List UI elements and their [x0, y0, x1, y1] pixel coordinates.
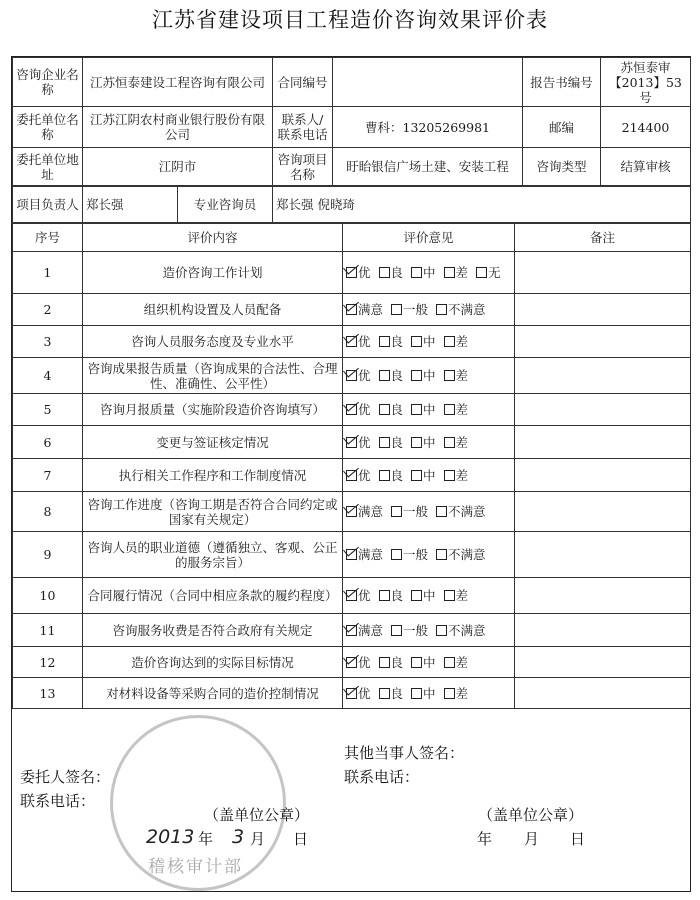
row-content: 执行相关工作程序和工作制度情况 — [83, 459, 343, 492]
client-addr-value: 江阴市 — [83, 148, 273, 186]
checked-checkbox[interactable] — [346, 437, 357, 448]
option-label: 一般 — [403, 504, 429, 519]
checkbox[interactable] — [379, 404, 390, 415]
option-label: 中 — [423, 402, 436, 417]
option-label: 无 — [488, 265, 501, 280]
option-3[interactable] — [444, 655, 469, 670]
month-char-left: 月 — [250, 830, 266, 848]
option-0[interactable] — [346, 655, 371, 670]
option-0[interactable] — [346, 547, 383, 562]
option-1[interactable] — [379, 655, 404, 670]
handwritten-month: 3 — [232, 826, 245, 848]
option-label: 差 — [455, 654, 469, 670]
checkbox[interactable] — [379, 370, 390, 381]
row-opinion — [343, 532, 515, 578]
row-opinion — [343, 647, 515, 678]
option-2[interactable] — [436, 623, 486, 638]
option-label: 满意 — [358, 622, 384, 638]
checkbox[interactable] — [411, 590, 422, 601]
leader-value: 郑长强 — [83, 187, 178, 223]
row-number: 3 — [13, 326, 83, 358]
row-remark — [515, 426, 691, 459]
checkbox[interactable] — [379, 688, 390, 699]
evaluation-row — [13, 252, 691, 294]
checkbox[interactable] — [436, 625, 447, 636]
option-3[interactable] — [444, 686, 469, 701]
checkbox[interactable] — [444, 437, 455, 448]
checkbox[interactable] — [444, 267, 455, 278]
checked-checkbox[interactable] — [346, 470, 357, 481]
row-remark — [515, 647, 691, 678]
option-label: 差 — [455, 265, 469, 280]
contract-no-label: 合同编号 — [273, 58, 333, 107]
row-remark — [515, 459, 691, 492]
option-label: 优 — [358, 334, 371, 349]
evaluation-row — [13, 294, 691, 326]
checkbox[interactable] — [436, 304, 447, 315]
option-3[interactable] — [444, 435, 469, 450]
handwritten-year: 2013 — [146, 826, 195, 848]
checked-checkbox[interactable] — [346, 404, 357, 415]
project-label: 咨询项目名称 — [273, 148, 333, 186]
checkbox[interactable] — [379, 437, 390, 448]
option-1[interactable] — [379, 435, 404, 450]
checkbox[interactable] — [411, 437, 422, 448]
checkbox[interactable] — [444, 404, 455, 415]
row-content: 咨询成果报告质量（咨询成果的合法性、合理性、准确性、公平性） — [83, 358, 343, 394]
evaluation-row — [13, 532, 691, 578]
specialist-value: 郑长强 倪晓琦 — [273, 187, 691, 223]
option-label: 良 — [390, 368, 404, 383]
option-label: 差 — [455, 588, 469, 603]
row-number: 6 — [13, 426, 83, 459]
row-content: 咨询月报质量（实施阶段造价咨询填写） — [83, 394, 343, 426]
row-remark — [515, 252, 691, 294]
option-1[interactable] — [391, 504, 428, 519]
row-number: 11 — [13, 614, 83, 647]
checked-checkbox[interactable] — [346, 506, 357, 517]
other-party-label: 其他当事人签名： — [344, 744, 465, 762]
option-label: 差 — [455, 434, 469, 450]
option-label: 中 — [423, 588, 436, 603]
row-content: 合同履行情况（合同中相应条款的履约程度） — [83, 578, 343, 614]
option-label: 中 — [423, 654, 436, 670]
option-0[interactable] — [346, 435, 371, 450]
option-0[interactable] — [346, 302, 383, 317]
seal-note-right: （盖单位公章） — [478, 806, 584, 824]
checkbox[interactable] — [379, 657, 390, 668]
year-char-left: 年 — [198, 830, 214, 848]
option-3[interactable] — [444, 468, 469, 483]
option-label: 中 — [423, 467, 436, 483]
leader-label: 项目负责人 — [13, 187, 83, 223]
evaluation-row — [13, 459, 691, 492]
option-label: 差 — [455, 685, 469, 701]
option-label: 中 — [423, 368, 436, 383]
option-3[interactable] — [444, 368, 469, 383]
year-char-right: 年 — [477, 830, 493, 848]
option-label: 差 — [455, 467, 469, 483]
option-label: 优 — [358, 402, 371, 417]
option-1[interactable] — [379, 334, 404, 349]
evaluation-row — [13, 647, 691, 678]
option-label: 优 — [358, 265, 371, 280]
option-2[interactable] — [411, 402, 436, 417]
checkbox[interactable] — [411, 657, 422, 668]
consult-company-value: 江苏恒泰建设工程咨询有限公司 — [83, 58, 273, 107]
row-opinion — [343, 252, 515, 294]
option-3[interactable] — [444, 334, 469, 349]
month-char-right: 月 — [524, 830, 540, 848]
option-label: 优 — [358, 654, 371, 670]
row-content: 造价咨询工作计划 — [83, 252, 343, 294]
evaluation-table — [12, 223, 691, 709]
option-label: 一般 — [403, 302, 429, 317]
other-phone-label: 联系电话： — [344, 768, 420, 786]
client-value: 江苏江阴农村商业银行股份有限公司 — [83, 107, 273, 148]
checked-checkbox[interactable] — [346, 267, 357, 278]
contact-label: 联系人/联系电话 — [273, 107, 333, 148]
client-label: 委托单位名称 — [13, 107, 83, 148]
checked-checkbox[interactable] — [346, 625, 357, 636]
option-2[interactable] — [411, 686, 436, 701]
seal-text: 稽核审计部 — [148, 857, 243, 877]
row-content: 组织机构设置及人员配备 — [83, 294, 343, 326]
checkbox[interactable] — [444, 336, 455, 347]
checkbox[interactable] — [411, 370, 422, 381]
report-no-label: 报告书编号 — [523, 58, 601, 107]
row-opinion — [343, 578, 515, 614]
option-label: 一般 — [403, 622, 429, 638]
option-label: 不满意 — [448, 622, 486, 638]
option-1[interactable] — [391, 302, 428, 317]
checkbox[interactable] — [391, 506, 402, 517]
row-content: 对材料设备等采购合同的造价控制情况 — [83, 678, 343, 709]
option-label: 中 — [423, 434, 436, 450]
option-label: 良 — [390, 654, 404, 670]
evaluation-row — [13, 426, 691, 459]
option-0[interactable] — [346, 686, 371, 701]
option-1[interactable] — [379, 402, 404, 417]
checked-checkbox[interactable] — [346, 549, 357, 560]
option-label: 良 — [390, 467, 404, 483]
option-label: 优 — [358, 685, 371, 701]
checkbox[interactable] — [379, 470, 390, 481]
row-remark — [515, 294, 691, 326]
type-label: 咨询类型 — [523, 148, 601, 186]
row-remark — [515, 394, 691, 426]
client-addr-label: 委托单位地址 — [13, 148, 83, 186]
option-label: 满意 — [358, 302, 384, 317]
option-0[interactable] — [346, 468, 371, 483]
checkbox[interactable] — [411, 336, 422, 347]
option-label: 优 — [358, 588, 371, 603]
day-char-right: 日 — [570, 830, 586, 848]
row-opinion — [343, 492, 515, 532]
option-label: 中 — [423, 334, 436, 349]
option-0[interactable] — [346, 368, 371, 383]
option-1[interactable] — [379, 588, 404, 603]
checked-checkbox[interactable] — [346, 370, 357, 381]
option-label: 中 — [423, 685, 436, 701]
checkbox[interactable] — [436, 506, 447, 517]
header-opinion: 评价意见 — [343, 224, 515, 252]
contact-value: 曹科：13205269981 — [333, 107, 523, 148]
checkbox[interactable] — [411, 404, 422, 415]
option-3[interactable] — [444, 402, 469, 417]
row-remark — [515, 678, 691, 709]
option-label: 满意 — [358, 504, 384, 519]
option-label: 优 — [358, 467, 371, 483]
checkbox[interactable] — [411, 267, 422, 278]
option-1[interactable] — [379, 686, 404, 701]
row-content: 咨询工作进度（咨询工期是否符合合同约定或国家有关规定） — [83, 492, 343, 532]
checkbox[interactable] — [391, 625, 402, 636]
option-label: 差 — [455, 402, 469, 417]
checkbox[interactable] — [444, 590, 455, 601]
report-no-value: 苏恒泰审【2013】53号 — [601, 58, 691, 107]
day-char-left: 日 — [293, 830, 309, 848]
option-3[interactable] — [444, 588, 469, 603]
checkbox[interactable] — [436, 549, 447, 560]
checkbox[interactable] — [444, 370, 455, 381]
evaluation-row — [13, 492, 691, 532]
option-label: 优 — [358, 368, 371, 383]
info-table — [12, 57, 691, 186]
header-content: 评价内容 — [83, 224, 343, 252]
checkbox[interactable] — [391, 304, 402, 315]
row-number: 1 — [13, 252, 83, 294]
option-label: 良 — [390, 434, 404, 450]
row-remark — [515, 326, 691, 358]
option-label: 良 — [390, 588, 404, 603]
row-remark — [515, 492, 691, 532]
specialist-label: 专业咨询员 — [178, 187, 273, 223]
row-content: 咨询人员服务态度及专业水平 — [83, 326, 343, 358]
option-label: 良 — [390, 265, 404, 280]
evaluation-rows — [13, 252, 691, 709]
option-label: 良 — [390, 685, 404, 701]
option-label: 良 — [390, 334, 404, 349]
row-number: 7 — [13, 459, 83, 492]
contract-no-value — [333, 58, 523, 107]
option-label: 差 — [455, 334, 469, 349]
evaluation-row — [13, 578, 691, 614]
row-number: 5 — [13, 394, 83, 426]
option-label: 满意 — [358, 547, 384, 562]
checked-checkbox[interactable] — [346, 336, 357, 347]
option-2[interactable] — [411, 468, 436, 483]
row-remark — [515, 614, 691, 647]
option-0[interactable] — [346, 402, 371, 417]
row-content: 咨询服务收费是否符合政府有关规定 — [83, 614, 343, 647]
option-1[interactable] — [379, 368, 404, 383]
client-sign-label: 委托人签名： — [20, 768, 111, 786]
option-3[interactable] — [444, 265, 469, 280]
row-opinion — [343, 678, 515, 709]
option-0[interactable] — [346, 265, 371, 280]
option-label: 中 — [423, 265, 436, 280]
postcode-label: 邮编 — [523, 107, 601, 148]
checked-checkbox[interactable] — [346, 657, 357, 668]
row-number: 8 — [13, 492, 83, 532]
row-remark — [515, 532, 691, 578]
option-2[interactable] — [411, 588, 436, 603]
project-value: 盱眙银信广场土建、安装工程 — [333, 148, 523, 186]
people-table — [12, 186, 691, 223]
row-content: 造价咨询达到的实际目标情况 — [83, 647, 343, 678]
seal-note-left: （盖单位公章） — [204, 806, 310, 824]
option-2[interactable] — [436, 302, 486, 317]
checkbox[interactable] — [411, 688, 422, 699]
option-2[interactable] — [436, 504, 486, 519]
option-2[interactable] — [411, 655, 436, 670]
row-opinion — [343, 326, 515, 358]
row-number: 2 — [13, 294, 83, 326]
option-4[interactable] — [476, 265, 501, 280]
option-label: 一般 — [403, 547, 429, 562]
header-no: 序号 — [13, 224, 83, 252]
row-opinion — [343, 426, 515, 459]
row-number: 13 — [13, 678, 83, 709]
checked-checkbox[interactable] — [346, 688, 357, 699]
evaluation-row — [13, 394, 691, 426]
row-opinion — [343, 459, 515, 492]
evaluation-row — [13, 326, 691, 358]
row-remark — [515, 578, 691, 614]
row-opinion — [343, 614, 515, 647]
type-value: 结算审核 — [601, 148, 691, 186]
option-label: 不满意 — [448, 547, 486, 562]
option-label: 不满意 — [448, 302, 486, 317]
option-1[interactable] — [391, 623, 428, 638]
postcode-value: 214400 — [601, 107, 691, 148]
row-remark — [515, 358, 691, 394]
option-label: 不满意 — [448, 504, 486, 519]
option-0[interactable] — [346, 334, 371, 349]
consult-company-label: 咨询企业名称 — [13, 58, 83, 107]
option-label: 差 — [455, 368, 469, 383]
option-2[interactable] — [411, 435, 436, 450]
checked-checkbox[interactable] — [346, 590, 357, 601]
option-label: 优 — [358, 434, 371, 450]
option-0[interactable] — [346, 504, 383, 519]
option-2[interactable] — [411, 368, 436, 383]
option-2[interactable] — [411, 265, 436, 280]
checkbox[interactable] — [444, 688, 455, 699]
checked-checkbox[interactable] — [346, 304, 357, 315]
checkbox[interactable] — [391, 549, 402, 560]
checkbox[interactable] — [379, 336, 390, 347]
header-remark: 备注 — [515, 224, 691, 252]
checkbox[interactable] — [411, 470, 422, 481]
option-1[interactable] — [391, 547, 428, 562]
row-opinion — [343, 358, 515, 394]
option-1[interactable] — [379, 468, 404, 483]
row-opinion — [343, 394, 515, 426]
row-number: 4 — [13, 358, 83, 394]
option-label: 良 — [390, 402, 404, 417]
checkbox[interactable] — [379, 590, 390, 601]
row-content: 咨询人员的职业道德（遵循独立、客观、公正的服务宗旨） — [83, 532, 343, 578]
form-title: 江苏省建设项目工程造价咨询效果评价表 — [152, 8, 548, 32]
checkbox[interactable] — [444, 657, 455, 668]
evaluation-row — [13, 614, 691, 647]
row-number: 9 — [13, 532, 83, 578]
checkbox[interactable] — [379, 267, 390, 278]
client-phone-label: 联系电话： — [20, 792, 96, 810]
option-0[interactable] — [346, 623, 383, 638]
option-2[interactable] — [411, 334, 436, 349]
option-2[interactable] — [436, 547, 486, 562]
evaluation-row — [13, 678, 691, 709]
row-number: 12 — [13, 647, 83, 678]
row-content: 变更与签证核定情况 — [83, 426, 343, 459]
evaluation-row — [13, 358, 691, 394]
option-1[interactable] — [379, 265, 404, 280]
row-opinion — [343, 294, 515, 326]
checkbox[interactable] — [476, 267, 487, 278]
row-number: 10 — [13, 578, 83, 614]
checkbox[interactable] — [444, 470, 455, 481]
option-0[interactable] — [346, 588, 371, 603]
